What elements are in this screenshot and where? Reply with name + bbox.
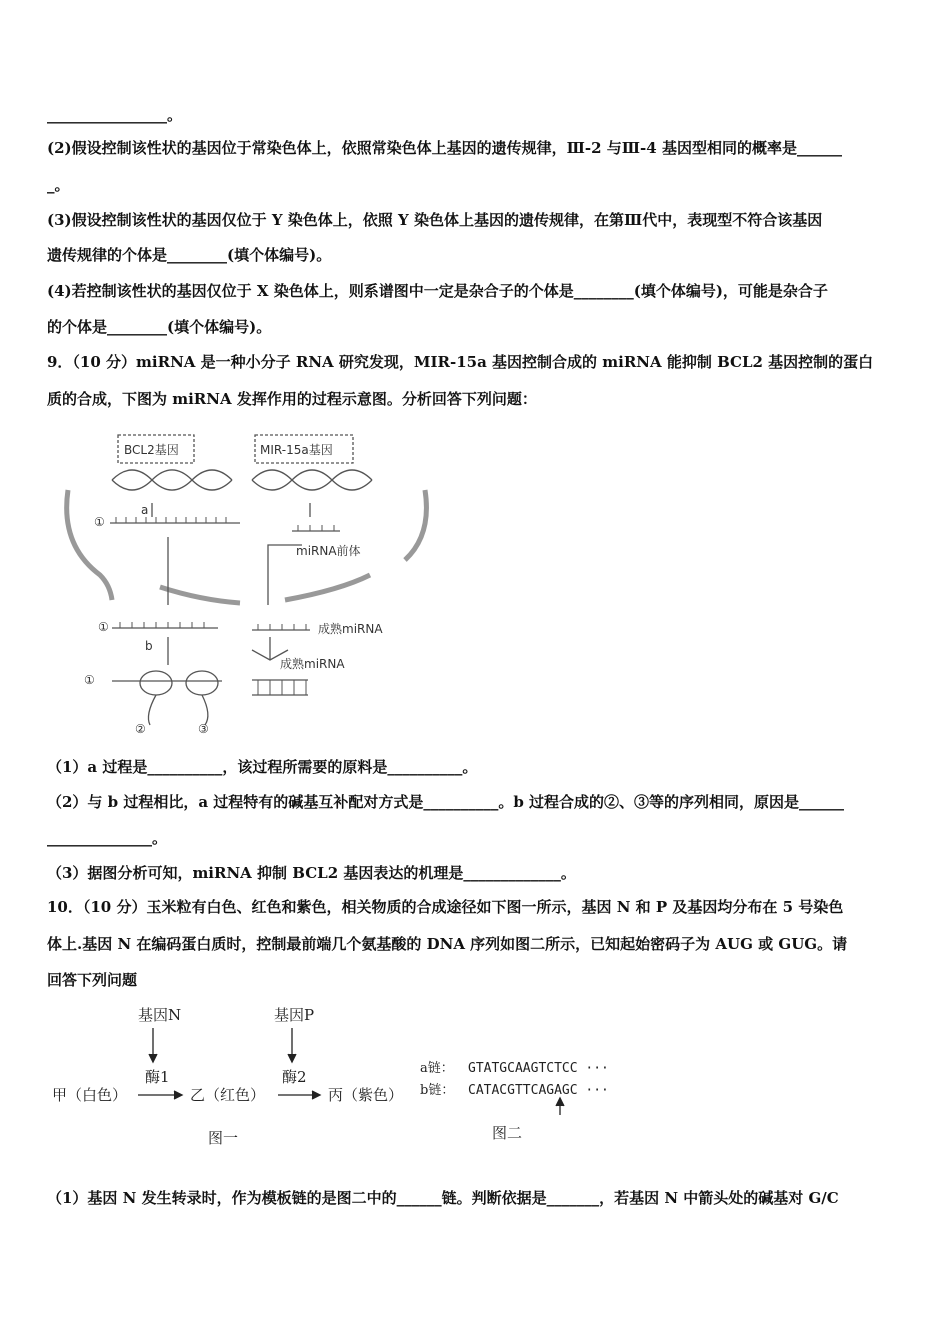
dna-helix-right-strand2: [252, 470, 372, 490]
figure-2-caption: 图二: [492, 1124, 523, 1142]
mature-mirna-label-2: 成熟miRNA: [280, 657, 345, 671]
marker-1c: ①: [84, 673, 95, 687]
q8-part3: (3)假设控制该性状的基因仅位于 Y 染色体上，依照 Y 染色体上基因的遗传规律，在第Ⅲ代中，表现型不符合该基因: [47, 211, 823, 229]
ribosome-1: [140, 671, 172, 695]
mature-mirna-label-1: 成熟miRNA: [318, 622, 383, 636]
polypeptide-3: [202, 695, 208, 725]
red-substance-label: 乙（红色）: [190, 1086, 266, 1104]
nuclear-envelope-right: [405, 490, 426, 560]
process-a-label: a: [141, 503, 149, 517]
nuclear-envelope-left: [67, 490, 112, 600]
q9-stem: 9．（10 分）miRNA 是一种小分子 RNA 研究发现，MIR-15a 基因控制合成的 miRNA 能抑制 BCL2 基因控制的蛋白: [47, 353, 874, 371]
nuclear-envelope-bottom-left: [160, 587, 240, 603]
a-strand-label: a链：: [420, 1061, 454, 1076]
white-substance-label: 甲（白色）: [52, 1086, 128, 1104]
gene-p-label: 基因P: [274, 1006, 315, 1024]
q9-part2: （2）与 b 过程相比，a 过程特有的碱基互补配对方式是__________。b 过程合成的②、③等的序列相同，原因是______: [47, 793, 845, 811]
q8-part4: (4)若控制该性状的基因仅位于 X 染色体上，则系谱图中一定是杂合子的个体是________(填个体编号)，可能是杂合子: [47, 282, 828, 300]
precursor-label: miRNA前体: [296, 544, 361, 558]
a-strand-sequence: GTATGCAAGTCTCC ···: [468, 1061, 609, 1076]
q10-stem-cont: 体上.基因 N 在编码蛋白质时，控制最前端几个氨基酸的 DNA 序列如图二所示，已知起始密码子为 AUG 或 GUG。请: [47, 935, 848, 953]
mir-gene-label: MIR-15a基因: [260, 443, 333, 457]
bcl2-gene-label: BCL2基因: [124, 443, 179, 457]
q9-stem-cont: 质的合成，下图为 miRNA 发挥作用的过程示意图。分析回答下列问题：: [47, 390, 537, 408]
q9-part3: （3）据图分析可知，miRNA 抑制 BCL2 基因表达的机理是_____________。: [47, 864, 576, 882]
q8-part4-cont: 的个体是________(填个体编号)。: [47, 318, 272, 336]
process-b-label: b: [145, 639, 153, 653]
enzyme-1-label: 酶1: [145, 1068, 170, 1086]
dna-helix-left-strand2: [112, 470, 232, 490]
q10-stem-cont2: 回答下列问题: [47, 971, 138, 989]
answer-blank-line: ________________。: [47, 106, 183, 124]
q10-part1: （1）基因 N 发生转录时，作为模板链的是图二中的______链。判断依据是_______，若基因 N 中箭头处的碱基对 G/C: [47, 1189, 839, 1207]
b-strand-sequence: CATACGTTCAGAGC ···: [468, 1083, 609, 1098]
polypeptide-2: [148, 695, 156, 725]
gene-n-label: 基因N: [138, 1006, 182, 1024]
marker-3: ③: [198, 722, 209, 736]
ribosome-2: [186, 671, 218, 695]
pathway-diagram: [40, 1000, 660, 1150]
marker-2: ②: [135, 722, 146, 736]
figure-1-caption: 图一: [208, 1129, 239, 1147]
q8-part2-cont: _。: [47, 176, 70, 194]
marker-1b: ①: [98, 620, 109, 634]
q10-stem: 10．（10 分）玉米粒有白色、红色和紫色，相关物质的合成途径如下图一所示，基因 N 和 P 及基因均分布在 5 号染色: [47, 898, 844, 916]
q8-part3-cont: 遗传规律的个体是________(填个体编号)。: [47, 246, 332, 264]
dna-helix-left-strand1: [112, 470, 232, 490]
q9-part1: （1）a 过程是__________，该过程所需要的原料是__________。: [47, 758, 478, 776]
dna-helix-right-strand1: [252, 470, 372, 490]
mirna-process-diagram: [40, 425, 440, 745]
marker-1a: ①: [94, 515, 105, 529]
q9-part2-cont: ______________。: [47, 829, 168, 847]
nuclear-envelope-bottom-right: [285, 575, 370, 600]
b-strand-label: b链：: [420, 1083, 455, 1098]
enzyme-2-label: 酶2: [282, 1068, 307, 1086]
q8-part2: (2)假设控制该性状的基因位于常染色体上，依照常染色体上基因的遗传规律，Ⅲ-2 与Ⅲ-4 基因型相同的概率是______: [47, 139, 842, 157]
purple-substance-label: 丙（紫色）: [328, 1086, 404, 1104]
